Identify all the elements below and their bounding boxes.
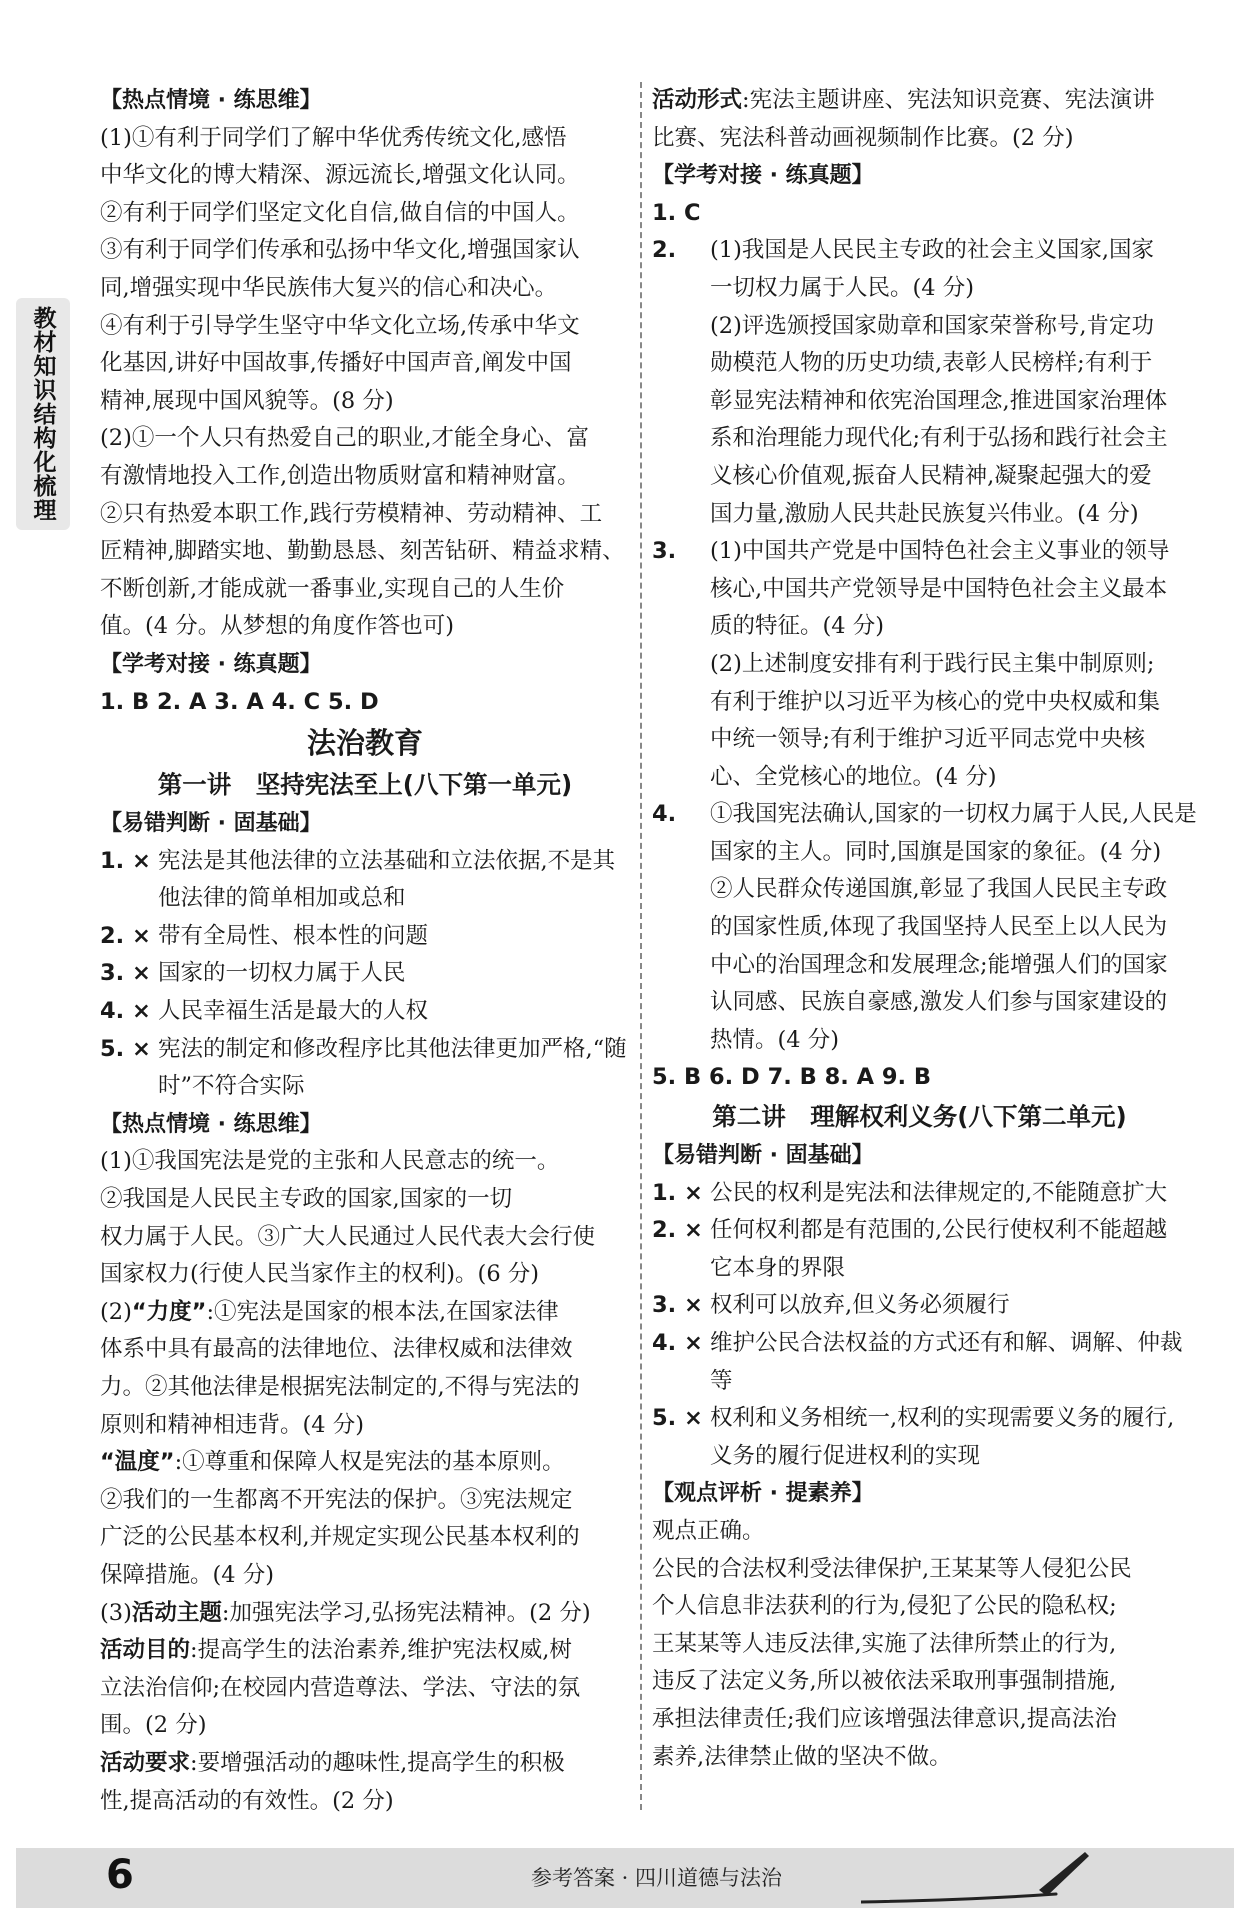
question-4-answer: [710, 796, 1197, 1059]
chapter-title: 法治教育: [306, 726, 423, 761]
activity-form: [652, 82, 1187, 120]
item-number: 2. ×: [100, 922, 151, 949]
activity-form-label: 活动形式: [652, 87, 743, 113]
answer-line: 的国家性质,体现了我国坚持人民至上以人民为: [710, 914, 1168, 941]
wendu-label: “温度”: [100, 1449, 175, 1476]
item-text: 公民的权利是宪法和法律规定的,不能随意扩大: [710, 1179, 1168, 1206]
answer-line: 同,增强实现中华民族伟大复兴的信心和决心。: [100, 274, 558, 301]
error-judgment-item: [652, 1212, 1187, 1287]
activity-form-line: 比赛、宪法科普动画视频制作比赛。(2 分): [652, 124, 1074, 151]
error-judgment-item: [652, 1175, 1187, 1213]
answer-line: 中统一领导;有利于维护习近平同志党中央核: [710, 726, 1146, 753]
activity-requirement-line: 性,提高活动的有效性。(2 分): [100, 1787, 394, 1814]
hot2-answer-block: [100, 1143, 630, 1293]
section-heading: 【学考对接 · 练真题】: [652, 163, 874, 189]
answer-line: (1)①有利于同学们了解中华优秀传统文化,感悟: [100, 124, 567, 151]
lidu-line: 原则和精神相违背。(4 分): [100, 1411, 365, 1438]
answer-line: 系和治理能力现代化;有利于弘扬和践行社会主: [710, 425, 1168, 452]
answer-line: 核心,中国共产党领导是中国特色社会主义最本: [710, 575, 1168, 602]
error-judgment-item: [100, 955, 630, 993]
page-number: 6: [106, 1852, 134, 1898]
hot1-answer-block: [100, 120, 630, 646]
pen-stroke-icon: [861, 1850, 1091, 1906]
answer-line: 素养,法律禁止做的坚决不做。: [652, 1743, 952, 1770]
activity-purpose-text: :提高学生的法治素养,维护宪法权威,树: [190, 1637, 572, 1664]
lidu-line: 力。②其他法律是根据宪法制定的,不得与宪法的: [100, 1374, 580, 1400]
error-judgment-item: [652, 1325, 1187, 1400]
err1-list: [100, 843, 630, 1106]
item-number: 5. ×: [652, 1405, 703, 1432]
answer-line: 有利于维护以习近平为核心的党中央权威和集: [710, 688, 1161, 715]
answer-line: 匠精神,脚踏实地、勤勤恳恳、刻苦钻研、精益求精、: [100, 538, 625, 565]
answer-line: ①我国宪法确认,国家的一切权力属于人民,人民是: [710, 801, 1197, 828]
answer-line: 国力量,激励人民共赴民族复兴伟业。(4 分): [710, 500, 1139, 527]
answer-line: 中华文化的博大精深、源远流长,增强文化认同。: [100, 162, 580, 189]
side-tab-label: 教材知识结构化梳理: [29, 306, 56, 522]
item-text: 任何权利都是有范围的,公民行使权利不能超越它本身的界限: [710, 1217, 1168, 1281]
activity-form-text: :宪法主题讲座、宪法知识竞赛、宪法演讲: [742, 87, 1155, 113]
answer-line: 中心的治国理念和发展理念;能增强人们的国家: [710, 951, 1168, 978]
answer-line: 义核心价值观,振奋人民精神,凝聚起强大的爱: [710, 462, 1152, 489]
item-text: 人民幸福生活是最大的人权: [158, 998, 429, 1025]
answer-line: 个人信息非法获利的行为,侵犯了公民的隐私权;: [652, 1593, 1117, 1620]
question-3: [652, 533, 1187, 796]
activity-purpose-line: 围。(2 分): [100, 1712, 207, 1739]
answer-line: 权力属于人民。③广大人民通过人民代表大会行使: [100, 1223, 596, 1250]
question-4: [652, 796, 1197, 1059]
answer-line: 不断创新,才能成就一番事业,实现自己的人生价: [100, 575, 565, 602]
answer-line: 精神,展现中国风貌等。(8 分): [100, 387, 394, 414]
answer-line: 一切权力属于人民。(4 分): [710, 274, 975, 301]
question-2: [652, 232, 1187, 533]
item-text: 权利和义务相统一,权利的实现需要义务的履行,义务的履行促进权利的实现: [710, 1405, 1175, 1469]
item-text: 带有全局性、根本性的问题: [158, 922, 429, 949]
activity-theme-label: 活动主题: [131, 1599, 222, 1626]
item-number: 1. ×: [652, 1179, 703, 1206]
item-number: 4. ×: [652, 1330, 703, 1356]
answer-line: 化基因,讲好中国故事,传播好中国声音,阐发中国: [100, 350, 572, 377]
answer-line: ②有利于同学们坚定文化自信,做自信的中国人。: [100, 199, 580, 226]
error-judgment-item: [652, 1287, 1187, 1325]
answer-line: 王某某等人违反法律,实施了法律所禁止的行为,: [652, 1630, 1117, 1657]
question-number: 2.: [652, 237, 677, 264]
item-text: 维护公民合法权益的方式还有和解、调解、仲裁等: [710, 1330, 1183, 1394]
section-heading: 【学考对接 · 练真题】: [100, 651, 322, 677]
answer-line: 公民的合法权利受法律保护,王某某等人侵犯公民: [652, 1555, 1132, 1582]
error-judgment-item: [100, 843, 630, 918]
lidu-first-line: (2)“力度”:①宪法是国家的根本法,在国家法律: [100, 1298, 559, 1325]
activity-requirement-label: 活动要求: [100, 1749, 191, 1776]
answer-line: (2)①一个人只有热爱自己的职业,才能全身心、富: [100, 425, 590, 452]
exam1-answers: 1. B 2. A 3. A 4. C 5. D: [100, 688, 379, 715]
viewpoint-answer-block: [652, 1513, 1187, 1776]
answer-line: 勋模范人物的历史功绩,表彰人民榜样;有利于: [710, 350, 1153, 377]
answer-line: 观点正确。: [652, 1517, 765, 1544]
answer-line: 违反了法定义务,所以被依法采取刑事强制措施,: [652, 1668, 1117, 1695]
answer-line: ③有利于同学们传承和弘扬中华文化,增强国家认: [100, 237, 580, 264]
wendu-line: 保障措施。(4 分): [100, 1561, 275, 1588]
item-text: 宪法是其他法律的立法基础和立法依据,不是其他法律的简单相加或总和: [158, 847, 616, 912]
activity-purpose-label: 活动目的: [100, 1637, 191, 1664]
answer-line: ②只有热爱本职工作,践行劳模精神、劳动精神、工: [100, 500, 603, 527]
lidu-label: “力度”: [131, 1298, 207, 1325]
answer-line: (1)中国共产党是中国特色社会主义事业的领导: [710, 538, 1170, 565]
err2-list: [652, 1175, 1187, 1476]
column-divider: [640, 82, 642, 1810]
section-heading: 【易错判断 · 固基础】: [100, 811, 322, 837]
questions-5-9-answers: 5. B 6. D 7. B 8. A 9. B: [652, 1064, 932, 1091]
section-heading: 【易错判断 · 固基础】: [652, 1143, 874, 1169]
answer-line: ④有利于引导学生坚守中华文化立场,传承中华文: [100, 312, 580, 339]
question-1-answer: 1. C: [652, 199, 701, 226]
answer-line: 国家权力(行使人民当家作主的权利)。(6 分): [100, 1261, 540, 1288]
lecture-title: 第一讲 坚持宪法至上(八下第一单元): [157, 770, 573, 800]
wendu-text: :①尊重和保障人权是宪法的基本原则。: [174, 1449, 565, 1476]
item-number: 2. ×: [652, 1217, 703, 1244]
page-footer: [16, 1848, 1234, 1908]
footer-title: 参考答案 · 四川道德与法治: [531, 1866, 783, 1890]
activity-requirement: [100, 1745, 630, 1783]
answer-line: ②我国是人民民主专政的国家,国家的一切: [100, 1186, 513, 1213]
error-judgment-item: [652, 1400, 1187, 1475]
question-number: 4.: [652, 801, 677, 828]
activity-purpose: [100, 1632, 630, 1670]
answer-line: (2)评选颁授国家勋章和国家荣誉称号,肯定功: [710, 312, 1155, 339]
item-number: 1. ×: [100, 847, 151, 874]
item-number: 3. ×: [652, 1292, 703, 1319]
activity-theme-text: :加强宪法学习,弘扬宪法精神。(2 分): [221, 1599, 591, 1626]
error-judgment-item: [100, 993, 630, 1031]
lidu-line: 体系中具有最高的法律地位、法律权威和法律效: [100, 1336, 573, 1363]
error-judgment-item: [100, 1031, 630, 1106]
item-text: 宪法的制定和修改程序比其他法律更加严格,“随时”不符合实际: [158, 1035, 627, 1100]
answer-line: 国家的主人。同时,国旗是国家的象征。(4 分): [710, 838, 1162, 865]
answer-line: 值。(4 分。从梦想的角度作答也可): [100, 613, 455, 640]
answer-line: 热情。(4 分): [710, 1026, 840, 1053]
right-column: [652, 82, 1197, 1776]
item-number: 5. ×: [100, 1035, 151, 1062]
answer-line: 心、全党核心的地位。(4 分): [710, 763, 997, 790]
error-judgment-item: [100, 918, 630, 956]
answer-line: (2)上述制度安排有利于践行民主集中制原则;: [710, 650, 1155, 677]
activity-theme: (3)活动主题:加强宪法学习,弘扬宪法精神。(2 分): [100, 1599, 591, 1626]
activity-purpose-line: 立法治信仰;在校园内营造尊法、学法、守法的氛: [100, 1674, 581, 1701]
answer-line: (1)我国是人民民主专政的社会主义国家,国家: [710, 237, 1155, 264]
activity-requirement-text: :要增强活动的趣味性,提高学生的积极: [190, 1749, 565, 1776]
wendu-line: ②我们的一生都离不开宪法的保护。③宪法规定: [100, 1486, 573, 1513]
question-number: 3.: [652, 538, 677, 565]
section-heading: 【观点评析 · 提素养】: [652, 1481, 874, 1507]
answer-line: 质的特征。(4 分): [710, 613, 885, 640]
answer-line: ②人民群众传递国旗,彰显了我国人民民主专政: [710, 876, 1168, 903]
side-section-tab: [16, 298, 70, 530]
item-text: 国家的一切权力属于人民: [158, 960, 406, 987]
lecture-title: 第二讲 理解权利义务(八下第二单元): [712, 1102, 1127, 1132]
item-text: 权利可以放弃,但义务必须履行: [710, 1292, 1010, 1319]
wendu-first-line: [100, 1444, 630, 1482]
answer-line: (1)①我国宪法是党的主张和人民意志的统一。: [100, 1148, 560, 1175]
answer-line: 彰显宪法精神和依宪治国理念,推进国家治理体: [710, 387, 1168, 414]
answer-line: 有激情地投入工作,创造出物质财富和精神财富。: [100, 462, 580, 489]
question-3-answer: [710, 533, 1187, 796]
wendu-line: 广泛的公民基本权利,并规定实现公民基本权利的: [100, 1524, 580, 1551]
item-number: 4. ×: [100, 998, 151, 1025]
answer-line: 承担法律责任;我们应该增强法律意识,提高法治: [652, 1705, 1117, 1732]
question-2-answer: [710, 232, 1187, 533]
section-heading: 【热点情境 · 练思维】: [100, 1111, 322, 1137]
left-column: [100, 82, 630, 1820]
section-heading: 【热点情境 · 练思维】: [100, 88, 322, 113]
item-number: 3. ×: [100, 960, 151, 987]
lidu-text: :①宪法是国家的根本法,在国家法律: [206, 1298, 559, 1325]
answer-line: 认同感、民族自豪感,激发人们参与国家建设的: [710, 989, 1168, 1016]
